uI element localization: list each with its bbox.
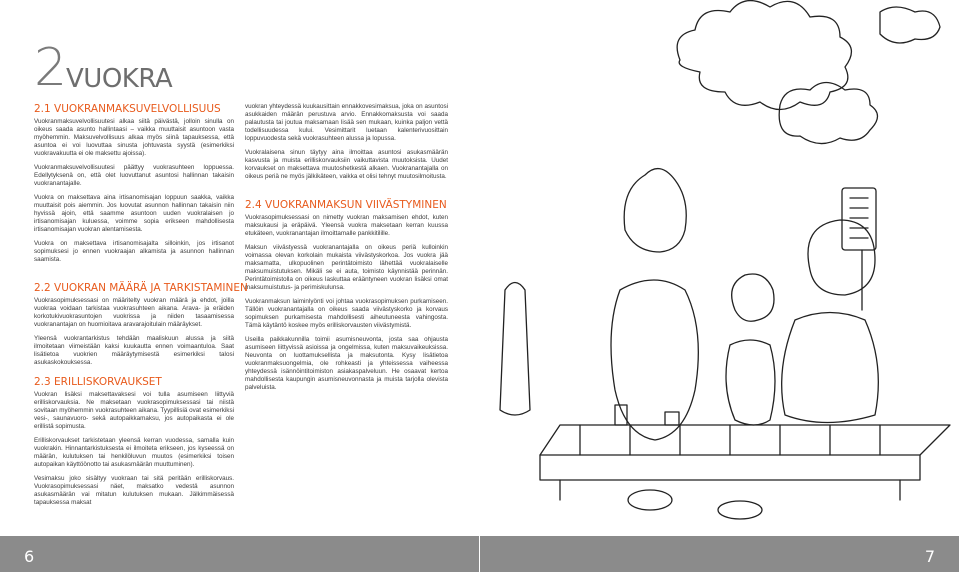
paragraph: Yleensä vuokrantarkistus tehdään maaliskuun alussa ja siitä ilmoitetaan viimeistään kaksi kuukautta ennen voimaantuloa. Saat lisätietoa vuokrien määräytymisestä esimerkiksi talosi asukaskokouksessa. <box>34 335 234 366</box>
paragraph: Maksun viivästyessä vuokranantajalla on oikeus periä kulloinkin voimassa olevan korkolain mukaista viivästyskorkoa. Jos vuokra jää maksamatta, ulkopuolinen perintätoimisto lähettää vuokralaiselle maksumuistutuksen. Mikäli se ei auta, toimisto käynnistää perinnän. Perintätoimistolla on oikeus laskuttaa erääntyneen vuokran lisäksi omat maksumuistutus- ja perimiskulunsa. <box>245 244 448 291</box>
sauna-illustration <box>480 0 959 536</box>
paragraph: Vuokrasopimuksessasi on määritelty vuokran määrä ja ehdot, joilla vuokraa voidaan tarkistaa vuokrasuhteen aikana. Arava- ja eräiden korkotukivuokrasuntojen vuokrissa ja niiden tasaamisessa vuokranantajan on huomioitava aravarajoitulain määräykset. <box>34 297 234 328</box>
footer-left <box>0 536 479 572</box>
steam-cloud-icon <box>880 7 940 43</box>
paragraph: Vuokranmaksuvelvollisuutesi päättyy vuokrasuhteen loppuessa. Edellytyksenä on, että olet luovuttanut asuntosi hallinnan takaisin vuokranantajalle. <box>34 164 234 187</box>
slipper-icon <box>718 501 762 519</box>
paragraph: Vesimaksu joko sisältyy vuokraan tai sitä peritään erilliskorvaus. Vuokrasopimuksessasi näet, maksatko vedestä asunnon asukasmäärän vai mitatun kulutuksen mukaan. Jälkimmäisessä tapauksessa maksat <box>34 475 234 506</box>
paragraph: Vuokra on maksettava aina irtisanomisajan loppuun saakka, vaikka muuttaisit pois aiemmin. Jos luovutat asunnon hallinnan takaisin niin hyvissä ajoin, että saamme asuntoon uuden vuokralaisen jo irtisanomisajan kuluessa, voimme sopia erikseen mahdollisesta irtisanomisajan vuokran alentamisesta. <box>34 194 234 233</box>
paragraph: Vuokra on maksettava irtisanomisajalta silloinkin, jos irtisanot sopimuksesi jo ennen vuokraajan alkamista ja asunnon hallinnan saamista. <box>34 240 234 263</box>
chapter-title: VUOKRA <box>66 64 173 94</box>
chapter-number: 2 <box>34 38 66 98</box>
right-column-top <box>245 103 448 187</box>
heading-2-3: 2.3 ERILLISKORVAUKSET <box>34 376 162 388</box>
hanging-towel-icon <box>500 283 530 416</box>
heading-2-2: 2.2 VUOKRAN MÄÄRÄ JA TARKISTAMINEN <box>34 282 248 294</box>
sauna-bench-icon <box>540 455 920 480</box>
section-2-1 <box>34 103 234 270</box>
section-2-3 <box>34 376 234 513</box>
paragraph: Vuokranmaksun laiminlyönti voi johtaa vuokrasopimuksen purkamiseen. Tällöin vuokranantajalla on oikeus saada viivästyskorko ja korvaus sopimuksen purkamisesta mahdollisesti aiheutuneesta vahingosta. Tämä käytäntö koskee myös erilliskorvausten viivästymistä. <box>245 298 448 329</box>
slipper-icon <box>628 490 672 510</box>
steam-cloud-icon <box>779 83 877 144</box>
heading-2-4: 2.4 VUOKRANMAKSUN VIIVÄSTYMINEN <box>245 199 447 211</box>
page-number-left: 6 <box>24 547 35 566</box>
paragraph: Useilla paikkakunnilla toimii asumisneuvonta, josta saa ohjausta asumiseen liittyvissä asioissa ja ongelmissa, kuten maksuvaikeuksissa. Neuvonta on luottamuksellista ja maksutonta. Kysy lisätietoa vuokranmaksuongelmia, ole rohkeasti ja yhteissessa vaiheessa yhteydessä isännöintitoimiston asiakaspalveluun. He osaavat kertoa mahdollisesta kaupungin asumisneuvonnasta ja muista tarjolla olevista palveluista. <box>245 336 448 391</box>
woman-figure-icon <box>624 169 686 252</box>
section-2-4 <box>245 199 448 398</box>
paragraph: Vuokrasopimuksessasi on nimetty vuokran maksamisen ehdot, kuten maksukausi ja eräpäivä. Yleensä vuokra maksetaan kerran kuussa etukäteen, vuokranantajan ilmoittamalle pankkitilille. <box>245 214 448 237</box>
wall-board-icon <box>842 188 876 250</box>
paragraph: Vuokralaisena sinun täytyy aina ilmoittaa asuntosi asukasmäärän kasvusta ja muista erilliskorvauksiin vaikuttavista muutoksista. Uudet korvaukset on maksettava muutoshetkestä alkaen. Vuokranantajalla on oikeus periä ne myös jälkikäteen, vaikka et olisi tehnyt muutosilmoitusta. <box>245 149 448 180</box>
cup-icon <box>665 412 679 425</box>
page-number-right: 7 <box>924 547 935 566</box>
section-2-2 <box>34 282 248 373</box>
steam-cloud-icon <box>677 1 851 110</box>
paragraph: Vuokran lisäksi maksettavaksesi voi tulla asumiseen liittyviä erilliskorvauksia. Ne maksetaan vuokrasopimuksessasi tai niistä sovitaan myöhemmin vuokrasuhteen aikana. Tyypillisiä ovat esimerkiksi vesi-, saunavuoro- sekä autopaikkamaksu, jos autopaikasta ei ole erillistä sopimusta. <box>34 391 234 430</box>
chapter-heading <box>34 38 173 98</box>
paragraph: Vuokranmaksuvelvollisuutesi alkaa siitä päivästä, jolloin sinulla on oikeus saada asunto hallintaasi – vaikka muuttaisit asuntoon vasta myöhemmin. Maksuvelvollisuus alkaa myös siinä tapauksessa, että asuntoa ei voi luovuttaa sinusta johtuvasta syystä (esimerkiksi vuokravakuutta ei ole maksettu ajoissa). <box>34 118 234 157</box>
child-figure-icon <box>732 274 774 321</box>
heading-2-1: 2.1 VUOKRANMAKSUVELVOLLISUUS <box>34 103 221 115</box>
paragraph: vuokran yhteydessä kuukausittain ennakkovesimaksua, joka on asuntosi asukkaiden määrän perustuva arvio. Ennakkomaksusta voi saada palautusta tai joutua maksamaan lisää sen mukaan, kuinka paljon vettä todellisuudessa kului. Vesimittarit luetaan kalenterivuosittain loppuvuodesta sekä vuokrasuhteen alussa ja lopussa. <box>245 103 448 142</box>
paragraph: Erilliskorvaukset tarkistetaan yleensä kerran vuodessa, samalla kuin vuokrakin. Hinnantarkistuksesta ei ilmoiteta erikseen, jos kyseessä on määrän, kulutuksen tai henkilöluvun muutos (esimerkiksi toisen autopaikan käyttöönotto tai asukasmäärän muuttuminen). <box>34 437 234 468</box>
footer-right <box>480 536 959 572</box>
